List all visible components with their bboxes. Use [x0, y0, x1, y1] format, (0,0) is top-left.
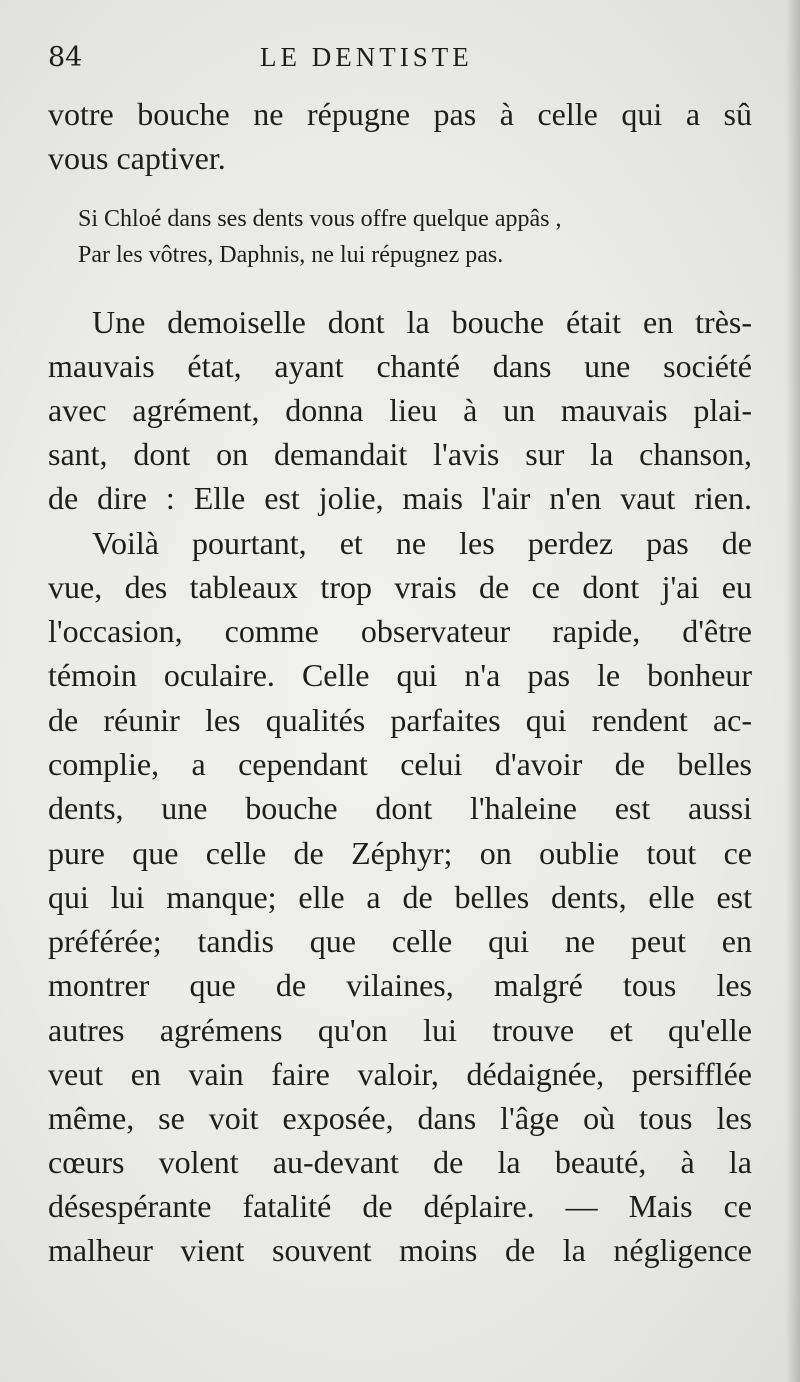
- text-line: pure que celle de Zéphyr; on oublie tout ce: [48, 835, 752, 871]
- text-line: vue, des tableaux trop vrais de ce dont j'ai eu: [48, 569, 752, 605]
- page-number: 84: [48, 42, 83, 73]
- page-header: [48, 42, 748, 86]
- text-line: l'occasion, comme observateur rapide, d'être: [48, 613, 752, 649]
- text-line: même, se voit exposée, dans l'âge où tous les: [48, 1100, 752, 1136]
- text-line: votre bouche ne répugne pas à celle qui a sû: [48, 96, 752, 132]
- verse-line: Par les vôtres, Daphnis, ne lui répugnez pas.: [78, 242, 504, 268]
- text-line: cœurs volent au-devant de la beauté, à la: [48, 1144, 752, 1180]
- text-line: désespérante fatalité de déplaire. — Mais ce: [48, 1188, 752, 1224]
- text-line: vous captiver.: [48, 140, 226, 176]
- text-line: Voilà pourtant, et ne les perdez pas de: [92, 525, 752, 561]
- text-line: montrer que de vilaines, malgré tous les: [48, 967, 752, 1003]
- text-line: qui lui manque; elle a de belles dents, elle est: [48, 879, 752, 915]
- text-line: de réunir les qualités parfaites qui rendent ac-: [48, 702, 752, 738]
- verse-line: Si Chloé dans ses dents vous offre quelque appâs ,: [78, 206, 562, 232]
- text-line: témoin oculaire. Celle qui n'a pas le bonheur: [48, 657, 752, 693]
- text-line: veut en vain faire valoir, dédaignée, persifflée: [48, 1056, 752, 1092]
- text-line: Une demoiselle dont la bouche était en très-: [92, 304, 752, 340]
- text-line: autres agrémens qu'on lui trouve et qu'elle: [48, 1012, 752, 1048]
- text-line: préférée; tandis que celle qui ne peut en: [48, 923, 752, 959]
- text-line: mauvais état, ayant chanté dans une société: [48, 348, 752, 384]
- text-line: avec agrément, donna lieu à un mauvais plai-: [48, 392, 752, 428]
- text-line: malheur vient souvent moins de la négligence: [48, 1232, 752, 1268]
- text-line: dents, une bouche dont l'haleine est aussi: [48, 790, 752, 826]
- text-line: complie, a cependant celui d'avoir de belles: [48, 746, 752, 782]
- text-line: sant, dont on demandait l'avis sur la chanson,: [48, 436, 752, 472]
- text-line: de dire : Elle est jolie, mais l'air n'en vaut rien.: [48, 480, 752, 516]
- running-title: LE DENTISTE: [260, 42, 473, 72]
